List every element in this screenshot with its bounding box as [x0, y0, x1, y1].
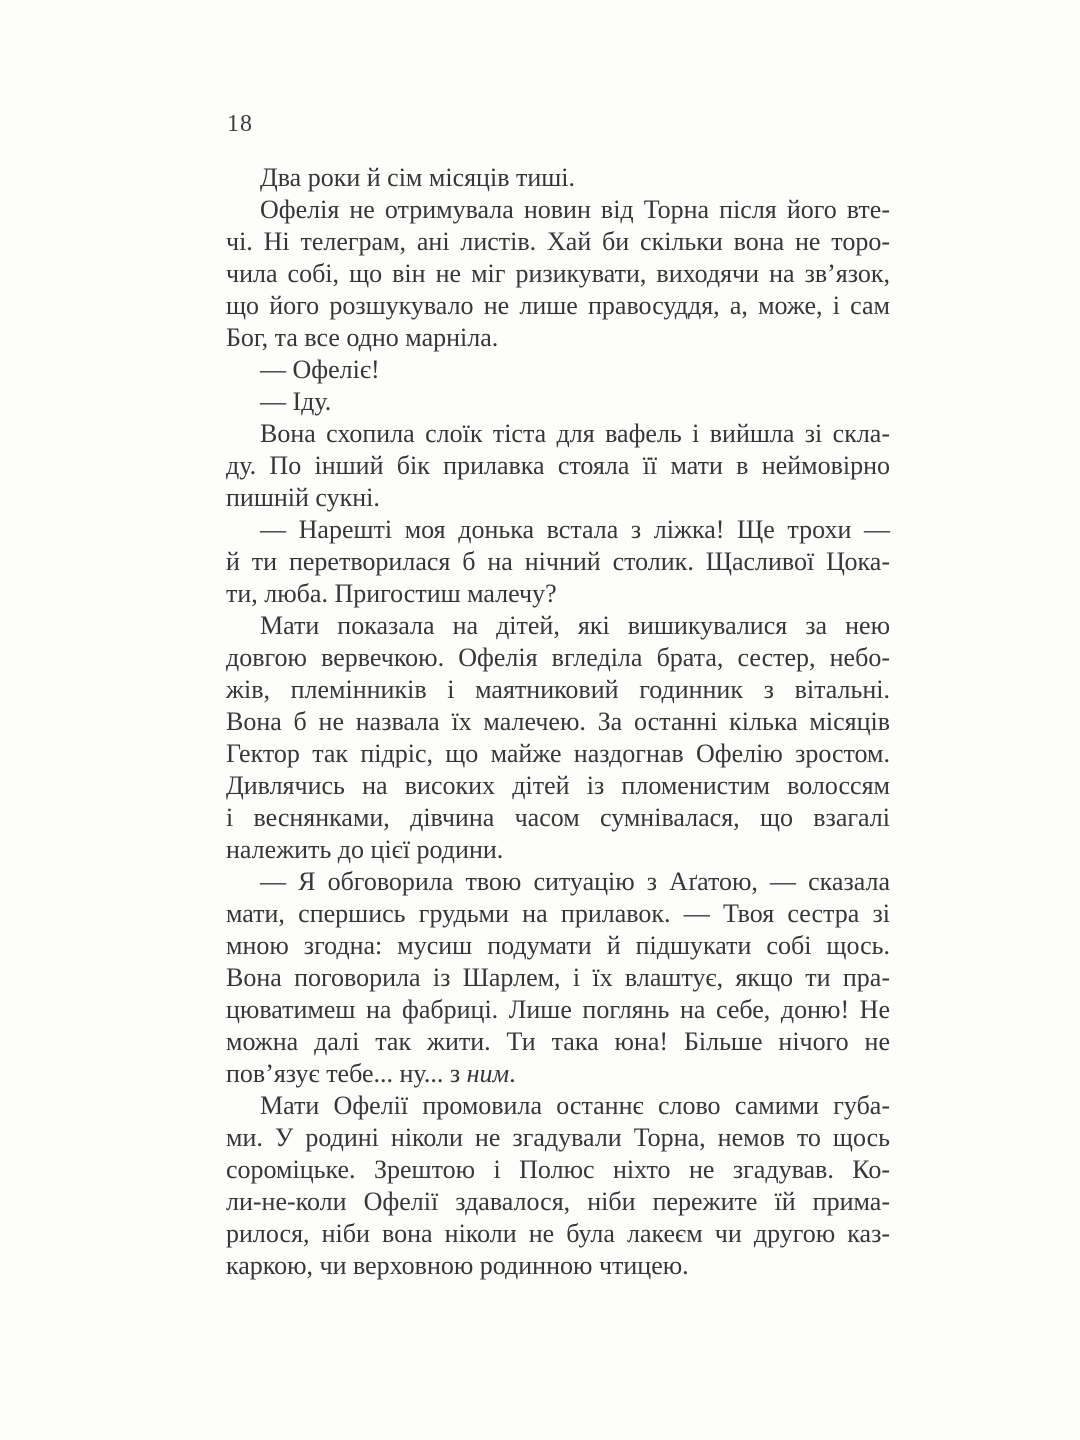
text-line: сороміцьке. Зрештою і Полюс ніхто не згадував. Ко-: [226, 1155, 890, 1184]
text-line: чила собі, що він не міг ризикувати, виходячи на зв’язок,: [226, 259, 890, 288]
page-number: 18: [227, 111, 253, 137]
text-line: що його розшукувало не лише правосуддя, а, може, і сам: [226, 291, 890, 320]
text-line: Вона поговорила із Шарлем, і їх влаштує, якщо ти пра-: [226, 963, 890, 992]
text-line: — Офеліє!: [260, 355, 380, 384]
text-line: Бог, та все одно марніла.: [226, 323, 499, 352]
text-line: — Я обговорила твою ситуацію з Аґатою, — сказала: [260, 867, 890, 896]
text-line: мною згодна: мусиш подумати й підшукати собі щось.: [226, 931, 890, 960]
text-line: жів, племінників і маятниковий годинник з вітальні.: [226, 675, 890, 704]
text-line: Мати Офелії промовила останнє слово самими губа-: [260, 1091, 890, 1120]
text-line: Вона схопила слоїк тіста для вафель і вийшла зі скла-: [260, 419, 890, 448]
text-line: ти, люба. Пригостиш малечу?: [226, 579, 557, 608]
text-block: [226, 162, 890, 1282]
text-line: ли-не-коли Офелії здавалося, ніби пережите їй прима-: [226, 1187, 890, 1216]
italic-word: ним: [466, 1059, 510, 1088]
text-line: мати, спершись грудьми на прилавок. — Твоя сестра зі: [226, 899, 890, 928]
text-line: можна далі так жити. Ти така юна! Більше нічого не: [226, 1027, 890, 1056]
text-line: рилося, ніби вона ніколи не була лакеєм чи другою каз-: [226, 1219, 890, 1248]
text-line: Два роки й сім місяців тиші.: [260, 163, 575, 192]
text-line: Дивлячись на високих дітей із пломенистим волоссям: [226, 771, 890, 800]
text-line: пишній сукні.: [226, 483, 380, 512]
text-line: Офелія не отримувала новин від Торна після його вте-: [260, 195, 890, 224]
text-line: Вона б не назвала їх малечею. За останні кілька місяців: [226, 707, 890, 736]
text-line: Гектор так підріс, що майже наздогнав Офелію зростом.: [226, 739, 890, 768]
text-line: — Іду.: [260, 387, 332, 416]
text-line: довгою вервечкою. Офелія вгледіла брата, сестер, небо-: [226, 643, 890, 672]
text-line: ду. По інший бік прилавка стояла її мати в неймовірно: [226, 451, 890, 480]
text-line: пов’язує тебе... ну... з ним.: [226, 1059, 516, 1088]
text-line: належить до цієї родини.: [226, 835, 504, 864]
text-line: Мати показала на дітей, які вишикувалися за нею: [260, 611, 890, 640]
text-line: цюватимеш на фабриці. Лише поглянь на себе, доню! Не: [226, 995, 890, 1024]
text-line: чі. Ні телеграм, ані листів. Хай би скільки вона не торо-: [226, 227, 890, 256]
text-line: й ти перетворилася б на нічний столик. Щасливої Цока-: [226, 547, 890, 576]
text-line: — Нарешті моя донька встала з ліжка! Ще трохи —: [260, 515, 890, 544]
text-line: каркою, чи верховною родинною чтицею.: [226, 1251, 689, 1280]
text-line: і веснянками, дівчина часом сумнівалася, що взагалі: [226, 803, 890, 832]
text-line: ми. У родині ніколи не згадували Торна, немов то щось: [226, 1123, 890, 1152]
